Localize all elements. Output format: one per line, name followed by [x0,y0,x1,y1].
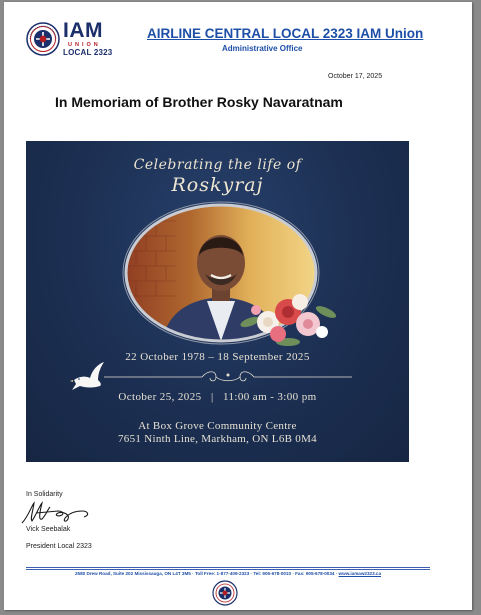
footer-rule [26,569,430,570]
page-title: In Memoriam of Brother Rosky Navaratnam [55,94,343,110]
letter-date: October 17, 2025 [328,73,383,80]
footer-address: 2580 Drew Road, Suite 202 Mississauga, ON L4T 3M5 · Toll Free: 1-877-409-2323 · Tel: 905-678-0010 · Fax: 905-678-0034 · [74,571,339,576]
handwritten-signature [18,499,96,527]
closing-text: In Solidarity [26,491,63,498]
signer-name: Vick Seebalak [26,526,71,533]
footer-website-link[interactable]: www.iamaw2323.ca [338,571,382,576]
service-venue: At Box Grove Community Centre [138,420,297,432]
signer-title: President Local 2323 [26,543,92,550]
flower-bouquet-image [238,282,338,350]
office-subtitle: Administrative Office [222,44,303,53]
life-dates: 22 October 1978 – 18 September 2025 [125,351,310,363]
footer-rule [26,567,430,568]
iam-seal-icon [26,22,60,56]
ornamental-divider-icon [104,370,352,384]
card-heading: Celebrating the life of [133,157,302,173]
iam-seal-icon [212,580,238,606]
logo-union-text: UNION [68,42,101,48]
memorial-card [26,141,409,462]
service-date-time: October 25, 2025 | 11:00 am - 3:00 pm [118,391,317,403]
service-address: 7651 Ninth Line, Markham, ON L6B 0M4 [117,433,317,445]
logo-wordmark: IAM [63,19,103,42]
logo-local-text: LOCAL 2323 [63,48,113,57]
letter-page [4,2,472,610]
footer-contact [26,571,430,576]
dove-icon [70,358,108,394]
card-name: Roskyraj [171,174,264,196]
org-name: AIRLINE CENTRAL LOCAL 2323 IAM Union [147,26,424,41]
